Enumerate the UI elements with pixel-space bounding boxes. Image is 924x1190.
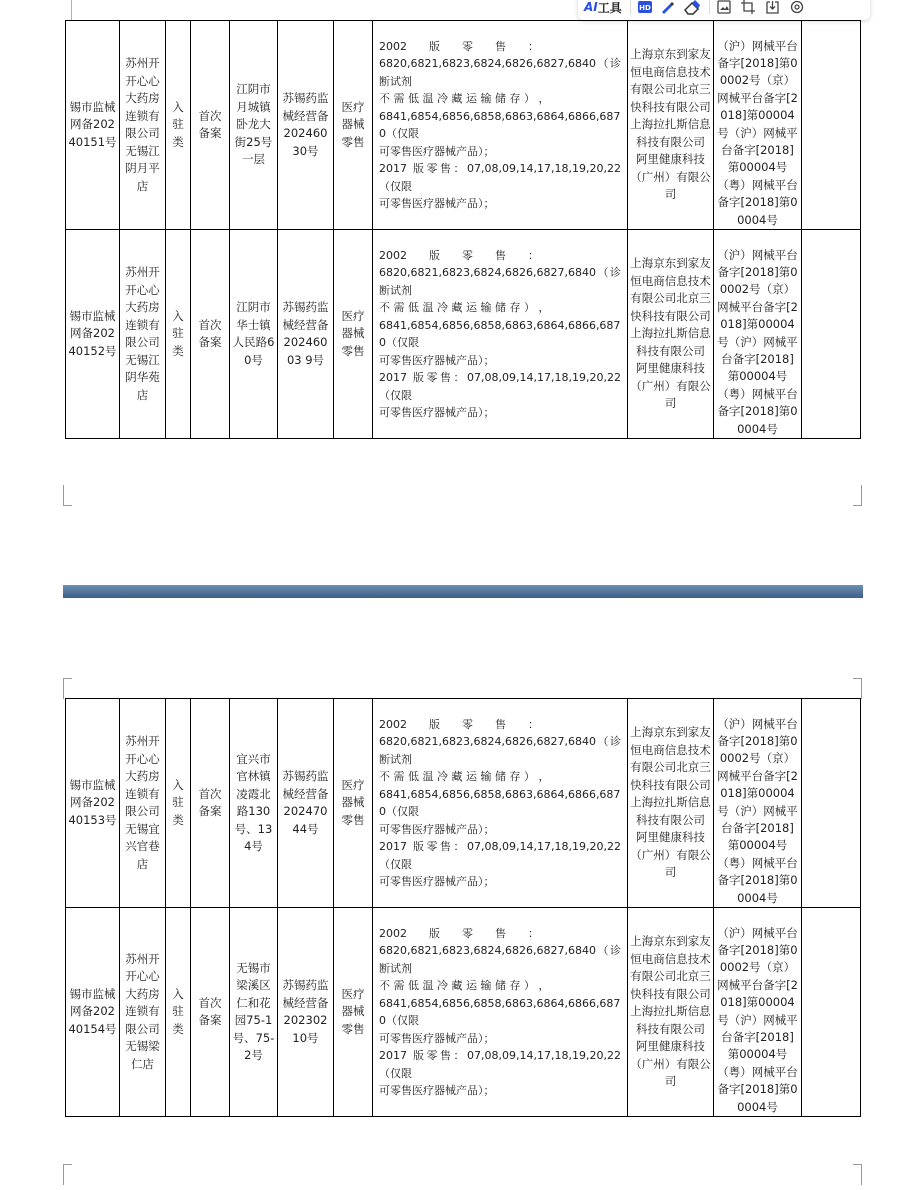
scope-line: 6841,6854,6856,6858,6863,6864,6866,6870（仅限 [379,787,621,818]
company-cell: 苏州开开心心大药房连锁有限公司无锡宜兴官巷店 [120,699,166,908]
address-cell: 江阴市月城镇卧龙大街25号一层 [230,21,278,230]
page-corner-mark [853,678,862,699]
hd-image-icon[interactable] [637,0,653,17]
filing-type-cell: 首次备案 [191,699,230,908]
table-row [66,21,861,230]
filing-number-cell: 锡市监械网备20240151号 [66,21,120,230]
license-cell: 苏锡药监械经营备20246003 9号 [278,230,334,439]
scope-line: 可零售医疗器械产品）； [379,406,495,419]
platform-cell: 上海京东到家友恒电商信息技术有限公司北京三快科技有限公司上海拉扎斯信息科技有限公司 阿里健康科技（广州）有限公司 [628,908,714,1117]
filing-number-cell: 锡市监械网备20240153号 [66,699,120,908]
crop-icon[interactable] [740,0,758,17]
business-type-cell: 医疗器械零售 [334,230,373,439]
scope-line: 2017 版零售：07,08,09,14,17,18,19,20,22（仅限 [379,840,621,871]
document-page-2 [0,598,924,1190]
filing-type-cell: 首次备案 [191,21,230,230]
business-type-cell: 医疗器械零售 [334,21,373,230]
toolbar-divider [709,0,710,14]
eraser-icon[interactable] [683,0,701,17]
platform-filing-cell: （沪）网械平台备字[2018]第00002号（京）网械平台备字[2018]第00004号（沪）网械平台备字[2018]第00004号（粤）网械平台备字[2018]第00004号 [714,230,802,439]
platform-cell: 上海京东到家友恒电商信息技术有限公司北京三快科技有限公司上海拉扎斯信息科技有限公司 阿里健康科技（广州）有限公司 [628,699,714,908]
category-cell: 入驻类 [166,699,191,908]
table-row [66,908,861,1117]
table-row [66,230,861,439]
address-cell: 无锡市梁溪区仁和花园75-1号、75-2号 [230,908,278,1117]
scope-line: 可零售医疗器械产品）； [379,1084,495,1097]
ai-tool-prefix: AI [584,0,598,14]
platform-filing-cell: （沪）网械平台备字[2018]第00002号（京）网械平台备字[2018]第00004号（沪）网械平台备字[2018]第00004号（粤）网械平台备字[2018]第00004号 [714,699,802,908]
page-corner-mark [853,1164,862,1185]
document-page-1 [0,0,924,585]
scope-line: 2002 版 零 售 ： [379,926,539,940]
remark-cell [802,230,861,439]
company-cell: 苏州开开心心大药房连锁有限公司无锡梁仁店 [120,908,166,1117]
platform-filing-cell: （沪）网械平台备字[2018]第00002号（京）网械平台备字[2018]第00004号（沪）网械平台备字[2018]第00004号（粤）网械平台备字[2018]第00004号 [714,908,802,1117]
business-scope-cell [373,21,628,230]
scope-line: 6820,6821,6823,6824,6826,6827,6840（诊断试剂 [379,57,621,88]
scope-line: 不 需 低 温 冷 藏 运 输 储 存 ） ， [379,92,550,105]
page-corner-mark [63,678,72,699]
filing-number-cell: 锡市监械网备20240154号 [66,908,120,1117]
scope-line: 6841,6854,6856,6858,6863,6864,6866,6870（仅限 [379,318,621,349]
filing-type-cell: 首次备案 [191,908,230,1117]
scope-line: 2017 版零售：07,08,09,14,17,18,19,20,22（仅限 [379,1049,621,1080]
scope-line: 6841,6854,6856,6858,6863,6864,6866,6870（仅限 [379,996,621,1027]
scope-line: 可零售医疗器械产品）； [379,875,495,888]
scope-line: 2017 版零售：07,08,09,14,17,18,19,20,22（仅限 [379,162,621,193]
scope-line: 可零售医疗器械产品）； [379,144,495,158]
company-cell: 苏州开开心心大药房连锁有限公司无锡江阴月平店 [120,21,166,230]
page-corner-mark [63,485,72,506]
ai-tool-label: 工具 [597,0,622,15]
scope-line: 2002 版 零 售 ： [379,248,539,262]
scope-line: 6820,6821,6823,6824,6826,6827,6840（诊断试剂 [379,266,621,297]
remark-cell [802,21,861,230]
pen-icon[interactable] [659,0,677,17]
scope-line: 6820,6821,6823,6824,6826,6827,6840（诊断试剂 [379,944,621,975]
filing-table-page-2 [65,698,861,1117]
license-cell: 苏锡药监械经营备20247044号 [278,699,334,908]
scope-line: 6820,6821,6823,6824,6826,6827,6840（诊断试剂 [379,735,621,766]
address-cell: 宜兴市官林镇凌霞北路130号、134号 [230,699,278,908]
category-cell: 入驻类 [166,908,191,1117]
svg-text:HD: HD [638,4,651,12]
platform-cell: 上海京东到家友恒电商信息技术有限公司北京三快科技有限公司上海拉扎斯信息科技有限公司 阿里健康科技（广州）有限公司 [628,21,714,230]
scope-line: 2002 版 零 售 ： [379,717,539,731]
scope-line: 可零售医疗器械产品）； [379,353,495,367]
filing-table-page-1 [65,20,861,439]
filing-type-cell: 首次备案 [191,230,230,439]
image-edit-icon[interactable] [716,0,734,17]
page-separator [63,585,863,598]
page-corner-mark [63,1164,72,1185]
toolbar-divider [630,0,631,14]
save-icon[interactable] [764,0,782,17]
business-scope-cell [373,908,628,1117]
scope-line: 2017 版零售：07,08,09,14,17,18,19,20,22（仅限 [379,371,621,402]
remark-cell [802,908,861,1117]
scope-line: 不 需 低 温 冷 藏 运 输 储 存 ） ， [379,979,550,992]
scope-line: 可零售医疗器械产品）； [379,822,495,836]
company-cell: 苏州开开心心大药房连锁有限公司无锡江阴华苑店 [120,230,166,439]
page-margin-line [71,0,72,20]
scope-line: 不 需 低 温 冷 藏 运 输 储 存 ） ， [379,770,550,783]
table-row [66,699,861,908]
filing-number-cell: 锡市监械网备20240152号 [66,230,120,439]
remark-cell [802,699,861,908]
business-scope-cell [373,699,628,908]
page-corner-mark [853,485,862,506]
scope-line: 可零售医疗器械产品）； [379,197,495,210]
category-cell: 入驻类 [166,230,191,439]
scope-line: 2002 版 零 售 ： [379,39,539,53]
platform-cell: 上海京东到家友恒电商信息技术有限公司北京三快科技有限公司上海拉扎斯信息科技有限公司 阿里健康科技（广州）有限公司 [628,230,714,439]
scope-line: 不 需 低 温 冷 藏 运 输 储 存 ） ， [379,301,550,314]
license-cell: 苏锡药监械经营备20246030号 [278,21,334,230]
address-cell: 江阴市华士镇人民路60号 [230,230,278,439]
scope-line: 可零售医疗器械产品）； [379,1031,495,1045]
license-cell: 苏锡药监械经营备20230210号 [278,908,334,1117]
business-type-cell: 医疗器械零售 [334,699,373,908]
category-cell: 入驻类 [166,21,191,230]
ai-tool-button[interactable] [584,0,622,17]
business-type-cell: 医疗器械零售 [334,908,373,1117]
image-toolbar [578,0,870,20]
platform-filing-cell: （沪）网械平台备字[2018]第00002号（京）网械平台备字[2018]第00004号（沪）网械平台备字[2018]第00004号（粤）网械平台备字[2018]第00004号 [714,21,802,230]
scope-line: 6841,6854,6856,6858,6863,6864,6866,6870（仅限 [379,109,621,140]
business-scope-cell [373,230,628,439]
settings-icon[interactable] [788,0,806,17]
